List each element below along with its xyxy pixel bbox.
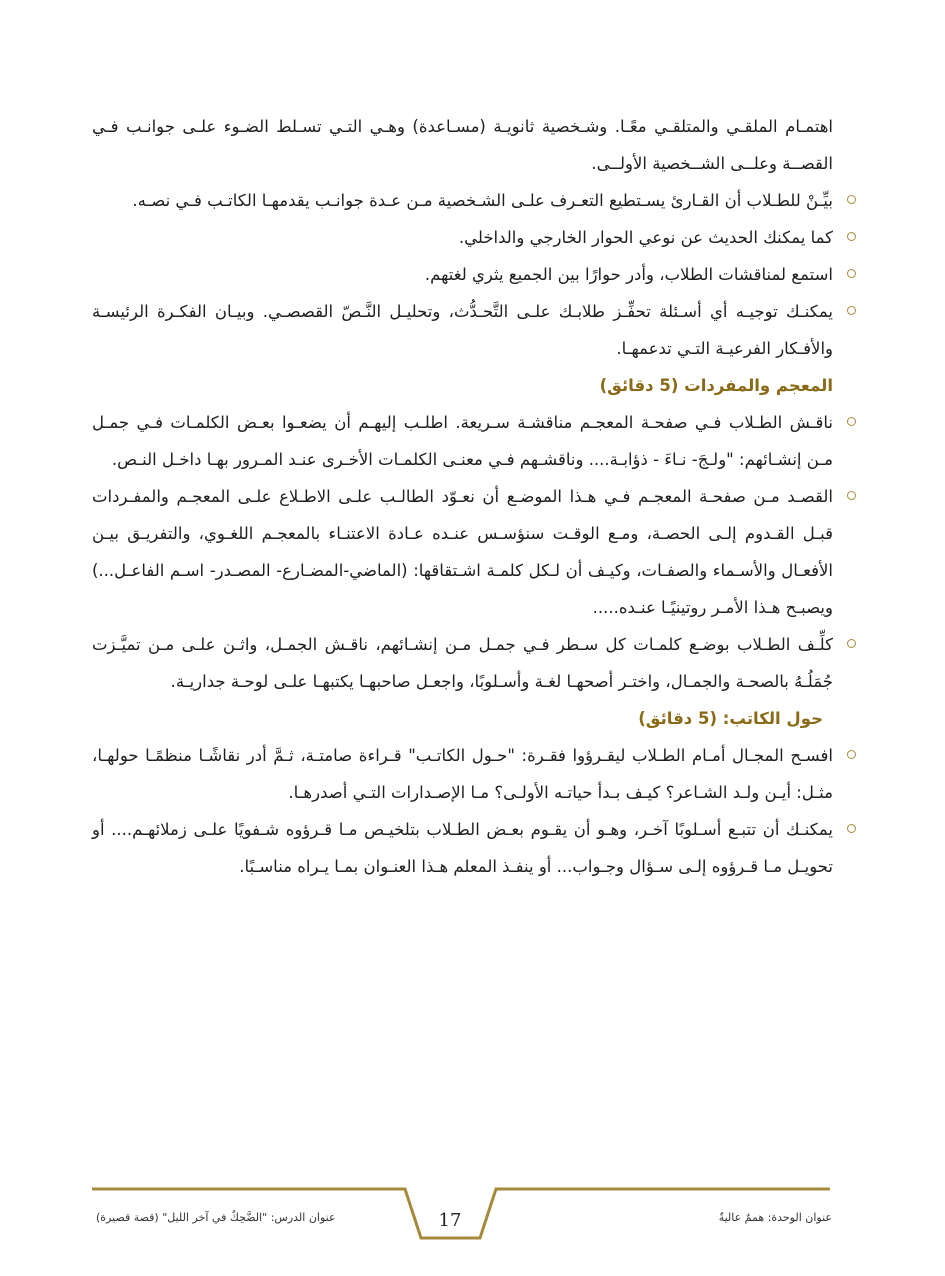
list-item-text: استمع لمناقشات الطلاب، وأدر حوارًا بين الجميع يثري لغتهم. [424, 265, 833, 284]
circle-bullet-icon [847, 639, 856, 648]
bullet-list-2 [92, 404, 833, 700]
bullet-list-1 [92, 182, 833, 367]
list-item [92, 478, 833, 626]
circle-bullet-icon [847, 269, 856, 278]
circle-bullet-icon [847, 491, 856, 500]
circle-bullet-icon [847, 195, 856, 204]
circle-bullet-icon [847, 750, 856, 759]
list-item [92, 293, 833, 367]
page-content [92, 108, 833, 885]
list-item [92, 404, 833, 478]
list-item-text: كما يمكنك الحديث عن نوعي الحوار الخارجي والداخلي. [458, 228, 833, 247]
list-item [92, 182, 833, 219]
list-item-text: يمكنـك توجيـه أي أسـئلة تحفِّـز طلابـك علـى التَّحـدُّث، وتحليـل النَّـصّ القصصـي. وبيـان الفكـرة الرئيسـة والأفـكار الفرعيـة التـي تدعمهـا. [92, 302, 833, 358]
list-item [92, 811, 833, 885]
unit-title: عنوان الوحدة: هممٌ عاليةٌ [718, 1211, 832, 1224]
list-item-text: يمكنـك أن تتبـع أسـلوبًا آخـر، وهـو أن يقـوم بعـض الطـلاب بتلخيـص مـا قـرؤوه شـفويًا علـى زملائهـم.... أو تحويـل مـا قـرؤوه إلـى سـؤال وجـواب... أو ينفـذ المعلم هـذا العنـوان بمـا يـراه مناسـبًا. [92, 820, 833, 876]
page-footer [0, 1180, 945, 1276]
lesson-title: عنوان الدرس: "الضَّحِكُ في آخر الليل" (قصة قصيرة) [96, 1211, 336, 1224]
list-item-text: افسـح المجـال أمـام الطـلاب ليقـرؤوا فقـرة: "حـول الكاتـب" قـراءة صامتـة، ثـمَّ أدر نقاشًـا منظمًـا حولهـا، مثـل: أيـن ولـد الشـاعر؟ كيـف بـدأ حياتـه الأولـى؟ مـا الإصـدارات التـي أصدرهـا. [92, 746, 833, 802]
intro-paragraph: اهتمـام الملقـي والمتلقـي معًـا. وشـخصية ثانويـة (مسـاعدة) وهـي التـي تسـلط الضـوء علـى جوانـب فـي القصــة وعلــى الشــخصية الأولــى. [92, 117, 833, 173]
list-item [92, 256, 833, 293]
list-item-text: القصـد مـن صفحـة المعجـم فـي هـذا الموضـع أن نعـوّد الطالـب علـى الاطـلاع علـى المعجـم والمفـردات قبـل القـدوم إلـى الحصـة، ومـع الوقـت سنؤسـس عنـده عـادة الاعتنـاء بالمعجـم اللغـوي، والتفريـق بيـن الأفعـال والأسـماء والصفـات، وكيـف أن لـكل كلمـة اشـتقاقها: (الماضي-المضـارع- المصـدر- اسـم الفاعـل...) ويصبـح هـذا الأمـر روتينيًـا عنـده..... [92, 487, 833, 617]
list-item [92, 737, 833, 811]
circle-bullet-icon [847, 306, 856, 315]
list-item-text: بيِّـنْ للطـلاب أن القـارئ يسـتطيع التعـرف علـى الشـخصية مـن عـدة جوانـب يقدمهـا الكاتـب فـي نصـه. [132, 191, 833, 210]
circle-bullet-icon [847, 417, 856, 426]
page-number: 17 [438, 1210, 462, 1231]
circle-bullet-icon [847, 232, 856, 241]
bullet-list-3 [92, 737, 833, 885]
list-item [92, 219, 833, 256]
list-item [92, 626, 833, 700]
list-item-text: ناقـش الطـلاب فـي صفحـة المعجـم مناقشـة سـريعة. اطلـب إليهـم أن يضعـوا بعـض الكلمـات فـي جمـل مـن إنشـائهم: "ولـجَ- نـاءَ - ذؤابـة.... وناقشـهم فـي معنـى الكلمـات الأخـرى عنـد المـرور بهـا داخـل النـص. [92, 413, 833, 469]
section-heading-about-author: حول الكاتب: (5 دقائق) [638, 709, 823, 728]
list-item-text: كلِّـف الطـلاب بوضـع كلمـات كل سـطر فـي جمـل مـن إنشـائهم، ناقـش الجمـل، واثـن علـى مـن تميَّـزت جُمَلُـهُ بالصحـة والجمـال، واختـر أصحهـا لغـة وأسـلوبًا، واجعـل صاحبهـا يكتبهـا علـى لوحـة جداريـة. [92, 635, 833, 691]
section-heading-vocabulary: المعجم والمفردات (5 دقائق) [599, 376, 833, 395]
circle-bullet-icon [847, 824, 856, 833]
